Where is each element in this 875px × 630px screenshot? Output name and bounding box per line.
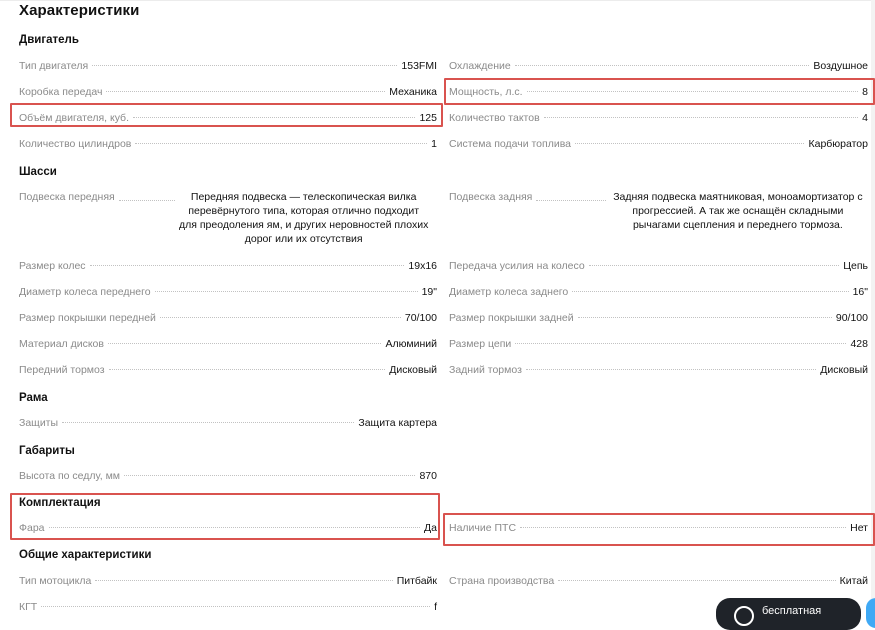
spec-label: Материал дисков [19, 338, 104, 350]
spec-row-strokes [449, 111, 868, 125]
spec-value: 1 [431, 138, 437, 150]
spec-label: Передача усилия на колесо [449, 260, 585, 272]
dotted-leader [515, 65, 810, 66]
spec-value: Цепь [843, 260, 868, 272]
spec-row-rear-brake [449, 363, 868, 377]
dotted-leader [575, 143, 804, 144]
dotted-leader [62, 422, 354, 423]
spec-label: Тип мотоцикла [19, 575, 92, 587]
spec-row-rear-tire-size [449, 311, 868, 325]
spec-value: 4 [862, 112, 868, 124]
spec-label: Коробка передач [19, 86, 103, 98]
section-title-dimensions: Габариты [19, 445, 75, 457]
dotted-leader [160, 317, 401, 318]
spec-row-wheel-size [19, 259, 437, 273]
dotted-leader [589, 265, 840, 266]
spec-row-country [449, 574, 868, 588]
spec-label: Высота по седлу, мм [19, 470, 121, 482]
dotted-leader [558, 580, 835, 581]
spec-value: 70/100 [404, 312, 437, 324]
spec-row-front-wheel-diameter [19, 285, 437, 299]
chat-widget-button[interactable] [716, 598, 861, 630]
spec-row-rear-wheel-diameter [449, 285, 868, 299]
spec-label: Размер покрышки передней [19, 312, 156, 324]
spec-value: 19x16 [408, 260, 437, 272]
spec-label: КГТ [19, 601, 38, 613]
spec-label: Объём двигателя, куб. [19, 112, 129, 124]
section-title-engine: Двигатель [19, 34, 79, 46]
dotted-leader [544, 117, 859, 118]
dotted-leader [515, 343, 846, 344]
spec-row-engine-type [19, 59, 437, 73]
dotted-leader [526, 369, 816, 370]
spec-value: Нет [850, 522, 868, 534]
dotted-leader [92, 65, 397, 66]
section-title-chassis: Шасси [19, 166, 57, 178]
page-title: Характеристики [19, 2, 140, 19]
highlight-box-engine-volume [10, 103, 443, 127]
spec-label: Размер колес [19, 260, 86, 272]
dotted-leader [572, 291, 848, 292]
dotted-leader [95, 580, 392, 581]
spec-row-moto-type [19, 574, 437, 588]
spec-row-fuel-system [449, 137, 868, 151]
spec-row-drive [449, 259, 868, 273]
spec-value: 90/100 [835, 312, 868, 324]
spec-label: Диаметр колеса переднего [19, 286, 151, 298]
spec-label: Фара [19, 522, 45, 534]
spec-value: Защита картера [358, 417, 437, 429]
dotted-leader [109, 369, 386, 370]
spec-label: Количество тактов [449, 112, 540, 124]
spec-label: Наличие ПТС [449, 522, 517, 534]
chat-icon [734, 606, 754, 626]
spec-value: Питбайк [396, 575, 437, 587]
dotted-leader [135, 143, 427, 144]
spec-label: Система подачи топлива [449, 138, 571, 150]
spec-value: f [434, 601, 437, 613]
spec-label: Размер покрышки задней [449, 312, 574, 324]
spec-value: 153FMI [401, 60, 437, 72]
spec-value: 870 [419, 470, 437, 482]
dotted-leader [108, 343, 382, 344]
spec-value: 16" [852, 286, 868, 298]
spec-label: Задний тормоз [449, 364, 522, 376]
chat-widget-label: бесплатная [762, 605, 822, 617]
spec-label: Подвеска задняя [449, 191, 533, 203]
dotted-leader [536, 200, 606, 201]
dotted-leader [155, 291, 418, 292]
spec-value: Китай [839, 575, 868, 587]
dotted-leader [106, 91, 385, 92]
section-title-frame: Рама [19, 392, 48, 404]
spec-value: Алюминий [385, 338, 437, 350]
dotted-leader [90, 265, 405, 266]
spec-row-rear-suspension [449, 190, 868, 232]
highlight-box-power [444, 78, 875, 105]
spec-row-front-tire-size [19, 311, 437, 325]
spec-value: Задняя подвеска маятниковая, моноамортизатор с прогрессией. А так же оснащён складными рычагами сцепления и переднего тормоза. [613, 191, 863, 231]
spec-value: 125 [419, 112, 437, 124]
side-widget-button[interactable] [866, 598, 875, 628]
dotted-leader [578, 317, 832, 318]
spec-row-front-brake [19, 363, 437, 377]
highlight-box-equipment [10, 493, 440, 540]
spec-row-protection [19, 416, 437, 430]
spec-label: Тип двигателя [19, 60, 89, 72]
spec-row-seat-height [19, 469, 437, 483]
section-title-equipment: Комплектация [19, 497, 101, 509]
highlight-box-pts [443, 513, 875, 546]
dotted-leader [119, 200, 175, 201]
spec-value: 8 [862, 86, 868, 98]
spec-value: Дисковый [820, 364, 868, 376]
top-divider [0, 0, 872, 1]
spec-label: Страна производства [449, 575, 555, 587]
spec-label: Охлаждение [449, 60, 511, 72]
spec-row-front-suspension [19, 190, 437, 246]
spec-row-cooling [449, 59, 868, 73]
spec-row-kgt [19, 600, 437, 614]
spec-label: Диаметр колеса заднего [449, 286, 569, 298]
spec-value: Механика [389, 86, 437, 98]
spec-value: 428 [850, 338, 868, 350]
spec-row-gearbox [19, 85, 437, 99]
spec-label: Подвеска передняя [19, 191, 115, 203]
spec-value: Передняя подвеска — телескопическая вилка перевёрнутого типа, которая отлично подходит для преодоления ям, и других неровностей плохих дорог или их отсутствия [178, 191, 429, 245]
spec-label: Мощность, л.с. [449, 86, 523, 98]
section-title-general: Общие характеристики [19, 549, 152, 561]
spec-value: Воздушное [813, 60, 868, 72]
dotted-leader [124, 475, 415, 476]
spec-row-chain-size [449, 337, 868, 351]
dotted-leader [41, 606, 430, 607]
spec-row-rim-material [19, 337, 437, 351]
spec-value: Карбюратор [808, 138, 868, 150]
spec-value: Да [424, 522, 437, 534]
spec-label: Размер цепи [449, 338, 512, 350]
spec-label: Защиты [19, 417, 59, 429]
spec-row-cylinders [19, 137, 437, 151]
spec-value: Дисковый [389, 364, 437, 376]
spec-label: Количество цилиндров [19, 138, 132, 150]
spec-label: Передний тормоз [19, 364, 105, 376]
spec-value: 19" [421, 286, 437, 298]
